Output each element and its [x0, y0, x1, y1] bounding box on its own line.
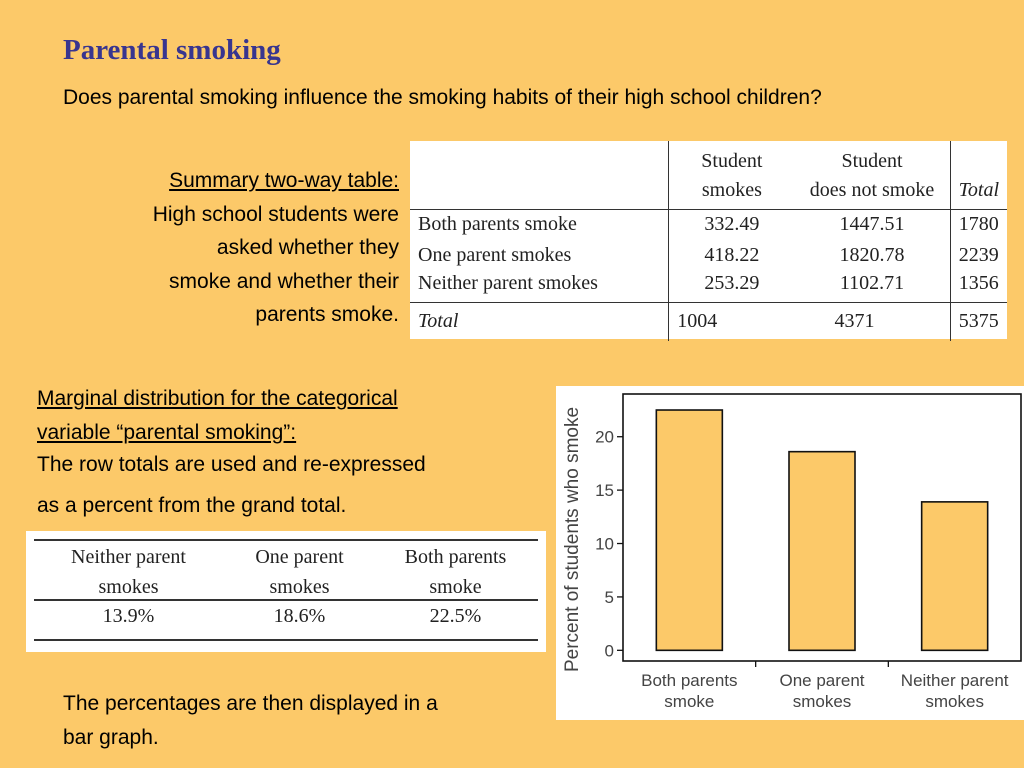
x-tick-label: Neither parent: [900, 671, 1009, 690]
summary-line: asked whether they: [216, 236, 399, 259]
x-tick-label: smokes: [925, 692, 984, 711]
summary-line: High school students were: [152, 202, 399, 226]
x-tick-label: Both parents: [641, 671, 738, 690]
marginal-body: as a percent from the grand total.: [37, 494, 347, 517]
summary-line: smoke and whether their: [169, 269, 399, 293]
y-tick-label: 10: [595, 534, 614, 554]
cell-total: 1780: [950, 209, 1007, 240]
cell-total: 5375: [950, 302, 1007, 341]
y-tick-label: 15: [595, 481, 614, 501]
marginal-heading: variable “parental smoking”:: [37, 421, 297, 444]
percent-value: 18.6%: [273, 605, 326, 627]
x-tick-label: One parent: [779, 671, 865, 690]
marginal-description: [37, 382, 527, 524]
cell-smokes: 253.29: [669, 271, 795, 302]
percent-value: 22.5%: [429, 605, 482, 627]
cell-not-smoke: 4371: [794, 302, 950, 341]
bar: [656, 410, 722, 650]
row-label: Neither parent smokes: [418, 271, 598, 294]
bar: [922, 502, 988, 650]
row-label: Both parents smoke: [418, 213, 577, 236]
y-tick-label: 0: [604, 641, 614, 661]
cell-smokes: 418.22: [669, 240, 795, 271]
cell-smokes: 332.49: [669, 209, 795, 240]
closing-text: The percentages are then displayed in a bar graph.: [63, 692, 438, 749]
marginal-heading: Marginal distribution for the categorical: [37, 387, 398, 410]
cell-not-smoke: 1102.71: [839, 271, 905, 294]
row-label: One parent smokes: [418, 244, 572, 266]
x-tick-label: smokes: [792, 692, 852, 711]
percent-header: Both parents smoke: [404, 546, 507, 598]
y-axis-label: Percent of students who smoke: [562, 406, 583, 673]
percent-value: 13.9%: [102, 605, 155, 627]
cell-total: 2239: [950, 240, 1007, 271]
bar-chart-svg: [556, 386, 1024, 720]
bar: [789, 452, 855, 651]
cell-not-smoke: 1447.51: [839, 213, 905, 236]
summary-heading: Summary two-way table:: [169, 169, 399, 192]
percent-header: One parent smokes: [255, 546, 344, 598]
table-rule: [34, 539, 538, 541]
summary-description: [60, 164, 399, 332]
research-question: Does parental smoking influence the smoking habits of their high school children?: [63, 86, 822, 109]
table-rule: [34, 639, 538, 641]
y-tick-label: 20: [595, 427, 614, 447]
table-row: [410, 209, 1007, 240]
marginal-body: The row totals are used and re-expressed: [37, 453, 426, 476]
total-row: [410, 302, 1007, 341]
table-row: [410, 240, 1007, 271]
column-header-smokes: Student smokes: [669, 141, 795, 209]
bar-chart: [556, 386, 1024, 720]
percent-header: Neither parent smokes: [71, 546, 186, 598]
cell-smokes: 1004: [669, 302, 795, 341]
percent-table: [26, 531, 546, 652]
table-row: [410, 271, 1007, 302]
cell-not-smoke: 1820.78: [839, 244, 905, 266]
two-way-table: [410, 141, 1007, 339]
table-header-row: [410, 141, 1007, 209]
summary-line: parents smoke.: [255, 303, 399, 326]
page-title: Parental smoking: [63, 34, 281, 66]
y-tick-label: 5: [604, 587, 614, 607]
column-header-not-smoke: Student does not smoke: [794, 141, 950, 209]
row-label: Total: [410, 302, 669, 341]
cell-total: 1356: [950, 271, 1007, 302]
column-header-total: Total: [950, 141, 1007, 209]
table-rule: [34, 599, 538, 601]
x-tick-label: smoke: [664, 692, 715, 711]
